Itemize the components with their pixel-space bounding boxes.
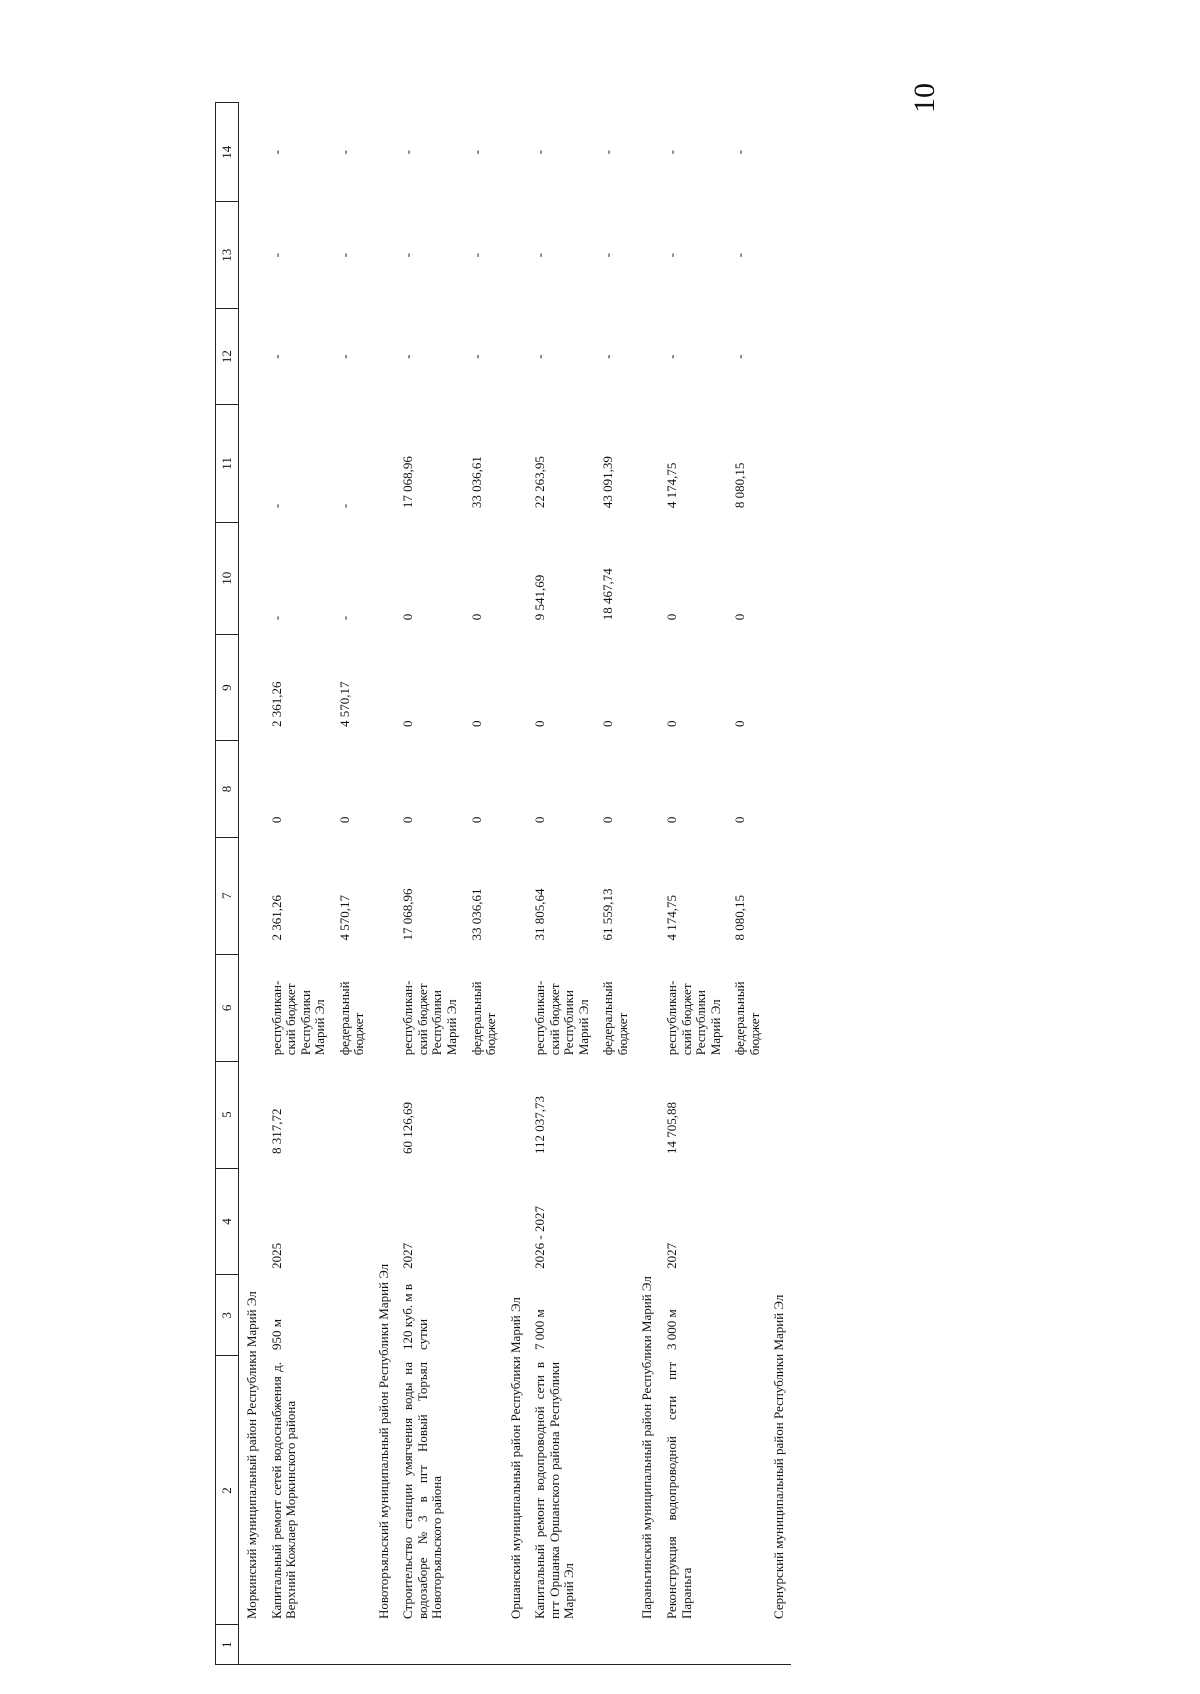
empty-cell [503, 634, 528, 741]
section-row [766, 103, 791, 1665]
column-header: 5 [216, 1061, 239, 1168]
empty-cell [766, 309, 791, 405]
empty-cell [239, 955, 264, 1062]
amount-col8: 0 [532, 816, 548, 824]
amount-col11: 4 174,75 [664, 462, 680, 509]
table-body [239, 103, 791, 1665]
column-header: 2 [216, 1356, 239, 1625]
amount-col13: - [400, 253, 416, 258]
amount-col9: 4 570,17 [336, 681, 352, 727]
amount-col12: - [268, 354, 284, 359]
project-row [395, 103, 463, 1665]
amount-col11: 33 036,61 [468, 456, 484, 509]
empty-cell [766, 741, 791, 837]
empty-cell [766, 202, 791, 309]
project-total-cost: 14 705,88 [664, 1102, 680, 1155]
amount-col9: 0 [468, 720, 484, 727]
amount-col14: - [268, 150, 284, 155]
amount-col12: - [732, 354, 748, 359]
empty-cell [766, 522, 791, 634]
section-row [371, 103, 396, 1665]
column-header: 13 [216, 202, 239, 309]
amount-col7: 17 068,96 [400, 888, 416, 941]
amount-col8: 0 [336, 816, 352, 824]
row-number-cell [464, 1625, 503, 1665]
amount-col10: - [268, 615, 284, 621]
column-header: 10 [216, 522, 239, 634]
empty-cell [239, 103, 264, 202]
amount-col10: - [336, 615, 352, 621]
row-number-cell [659, 1625, 727, 1665]
empty-cell [634, 103, 659, 202]
amount-col8: 0 [400, 816, 416, 824]
row-number-cell [766, 1625, 791, 1665]
column-header: 1 [216, 1625, 239, 1665]
empty-cell [634, 522, 659, 634]
column-header: 3 [216, 1275, 239, 1356]
amount-col14: - [532, 150, 548, 155]
row-number-cell [395, 1625, 463, 1665]
column-header: 8 [216, 741, 239, 837]
column-header: 6 [216, 955, 239, 1062]
amount-col8: 0 [732, 816, 748, 824]
amount-col13: - [532, 253, 548, 258]
project-period: 2027 [400, 1242, 416, 1269]
empty-cell [503, 309, 528, 405]
empty-cell [503, 202, 528, 309]
page-number: 10 [908, 83, 941, 113]
amount-col10: 0 [400, 613, 416, 621]
empty-cell [239, 522, 264, 634]
row-number-cell [634, 1625, 659, 1665]
column-header: 4 [216, 1168, 239, 1275]
funding-source: федеральный бюджет [468, 981, 499, 1056]
amount-col10: 0 [664, 613, 680, 621]
project-period: 2025 [268, 1242, 284, 1269]
project-capacity: 3 000 м [664, 1309, 680, 1350]
row-number-cell [371, 1625, 396, 1665]
project-capacity: 120 куб. м в сутки [400, 1284, 430, 1350]
empty-cell [503, 955, 528, 1062]
amount-col14: - [400, 150, 416, 155]
empty-cell [371, 634, 396, 741]
amount-col12: - [468, 354, 484, 359]
empty-cell [766, 634, 791, 741]
amount-col14: - [600, 150, 616, 155]
amount-col14: - [664, 150, 680, 155]
project-name: Реконструкция водопроводной сети пгт Параньга [664, 1361, 694, 1619]
funding-source: республикан-ский бюджет Республики Марий Эл [268, 980, 328, 1056]
empty-cell [503, 522, 528, 634]
empty-cell [634, 741, 659, 837]
empty-cell [503, 741, 528, 837]
amount-col7: 61 559,13 [600, 888, 616, 941]
amount-col7: 31 805,64 [532, 888, 548, 941]
section-title: Параньгинский муниципальный район Республики Марий Эл [639, 1276, 655, 1619]
row-number-cell [332, 1625, 371, 1665]
amount-col13: - [732, 253, 748, 258]
empty-cell [634, 634, 659, 741]
empty-cell [239, 634, 264, 741]
amount-col9: 0 [400, 720, 416, 727]
project-name: Капитальный ремонт сетей водоснабжения д. Верхний Кожлаер Моркинского района [268, 1361, 299, 1619]
project-capacity: 7 000 м [532, 1309, 548, 1350]
section-row [239, 103, 264, 1665]
amount-col12: - [532, 354, 548, 359]
amount-col8: 0 [468, 816, 484, 824]
amount-col9: 0 [664, 720, 680, 727]
amount-col7: 33 036,61 [468, 888, 484, 941]
amount-col8: 0 [268, 816, 284, 824]
empty-cell [766, 837, 791, 954]
section-row [634, 103, 659, 1665]
empty-cell [239, 405, 264, 522]
empty-cell [371, 522, 396, 634]
amount-col11: 43 091,39 [600, 456, 616, 509]
empty-cell [371, 955, 396, 1062]
empty-cell [371, 309, 396, 405]
amount-col9: 0 [532, 720, 548, 727]
landscape-table-canvas [215, 65, 1200, 1665]
column-header: 12 [216, 309, 239, 405]
amount-col7: 8 080,15 [732, 895, 748, 941]
project-period: 2027 [664, 1242, 680, 1269]
project-row [659, 103, 727, 1665]
empty-cell [634, 202, 659, 309]
amount-col13: - [468, 253, 484, 258]
amount-col10: 18 467,74 [600, 568, 616, 621]
empty-cell [239, 837, 264, 954]
section-title: Оршанский муниципальный район Республики Марий Эл [507, 1297, 523, 1619]
funding-source: республикан-ский бюджет Республики Марий Эл [532, 980, 591, 1056]
amount-col14: - [732, 150, 748, 155]
project-row [264, 103, 332, 1665]
amount-col8: 0 [600, 816, 616, 824]
row-number-cell [239, 1625, 264, 1665]
amount-col7: 4 570,17 [336, 895, 352, 941]
amount-col8: 0 [664, 816, 680, 824]
amount-col9: 0 [600, 720, 616, 727]
amount-col11: 17 068,96 [400, 456, 416, 509]
column-header: 7 [216, 837, 239, 954]
empty-cell [371, 103, 396, 202]
empty-cell [371, 202, 396, 309]
amount-col11: - [336, 503, 352, 509]
column-header: 11 [216, 405, 239, 522]
amount-col10: 0 [468, 613, 484, 621]
empty-cell [766, 103, 791, 202]
empty-cell [371, 405, 396, 522]
amount-col13: - [268, 253, 284, 258]
funding-source: республикан-ский бюджет Республики Марий Эл [400, 980, 460, 1056]
empty-cell [634, 405, 659, 522]
empty-cell [371, 837, 396, 954]
funding-source: федеральный бюджет [600, 981, 630, 1056]
project-total-cost: 60 126,69 [400, 1102, 416, 1155]
amount-col14: - [336, 150, 352, 155]
section-title: Моркинский муниципальный район Республики Марий Эл [244, 1291, 259, 1619]
section-row [503, 103, 528, 1665]
funding-source: республикан-ский бюджет Республики Марий Эл [664, 980, 723, 1056]
section-title: Сернурский муниципальный район Республики Марий Эл [771, 1294, 787, 1619]
empty-cell [239, 309, 264, 405]
column-number-row [216, 103, 239, 1665]
empty-cell [503, 837, 528, 954]
amount-col12: - [336, 354, 352, 359]
project-capacity: 950 м [268, 1318, 284, 1350]
investment-table [215, 102, 791, 1665]
amount-col13: - [600, 253, 616, 258]
funding-source: федеральный бюджет [732, 981, 762, 1056]
amount-col9: 2 361,26 [268, 681, 284, 727]
project-name: Строительство станции умягчения воды на водозаборе №3 в пгт Новый Торъял Новоторъяльского района [400, 1361, 445, 1619]
empty-cell [766, 955, 791, 1062]
empty-cell [239, 202, 264, 309]
amount-col11: 22 263,95 [532, 456, 548, 509]
column-header: 9 [216, 634, 239, 741]
section-title: Новоторъяльский муниципальный район Республики Марий Эл [375, 1263, 391, 1619]
project-row [527, 103, 595, 1665]
project-total-cost: 8 317,72 [268, 1108, 284, 1155]
row-number-cell [527, 1625, 595, 1665]
project-name: Капитальный ремонт водопроводной сети в пгт Оршанка Оршанского района Республики Марий Эл [532, 1361, 577, 1619]
row-number-cell [503, 1625, 528, 1665]
empty-cell [634, 955, 659, 1062]
row-number-cell [727, 1625, 766, 1665]
amount-col10: 9 541,69 [532, 574, 548, 621]
amount-col10: 0 [732, 613, 748, 621]
empty-cell [503, 103, 528, 202]
amount-col9: 0 [732, 720, 748, 727]
empty-cell [503, 405, 528, 522]
row-number-cell [264, 1625, 332, 1665]
empty-cell [766, 405, 791, 522]
amount-col11: 8 080,15 [732, 462, 748, 509]
amount-col13: - [664, 253, 680, 258]
amount-col12: - [600, 354, 616, 359]
funding-source: федеральный бюджет [336, 981, 367, 1056]
empty-cell [239, 741, 264, 837]
amount-col12: - [664, 354, 680, 359]
row-number-cell [595, 1625, 634, 1665]
amount-col12: - [400, 354, 416, 359]
empty-cell [634, 309, 659, 405]
empty-cell [634, 837, 659, 954]
amount-col14: - [468, 150, 484, 155]
column-header: 14 [216, 103, 239, 202]
empty-cell [371, 741, 396, 837]
amount-col11: - [268, 503, 284, 509]
project-period: 2026 - 2027 [532, 1205, 548, 1269]
amount-col7: 4 174,75 [664, 895, 680, 941]
project-total-cost: 112 037,73 [532, 1096, 548, 1155]
amount-col13: - [336, 253, 352, 258]
amount-col7: 2 361,26 [268, 895, 284, 941]
